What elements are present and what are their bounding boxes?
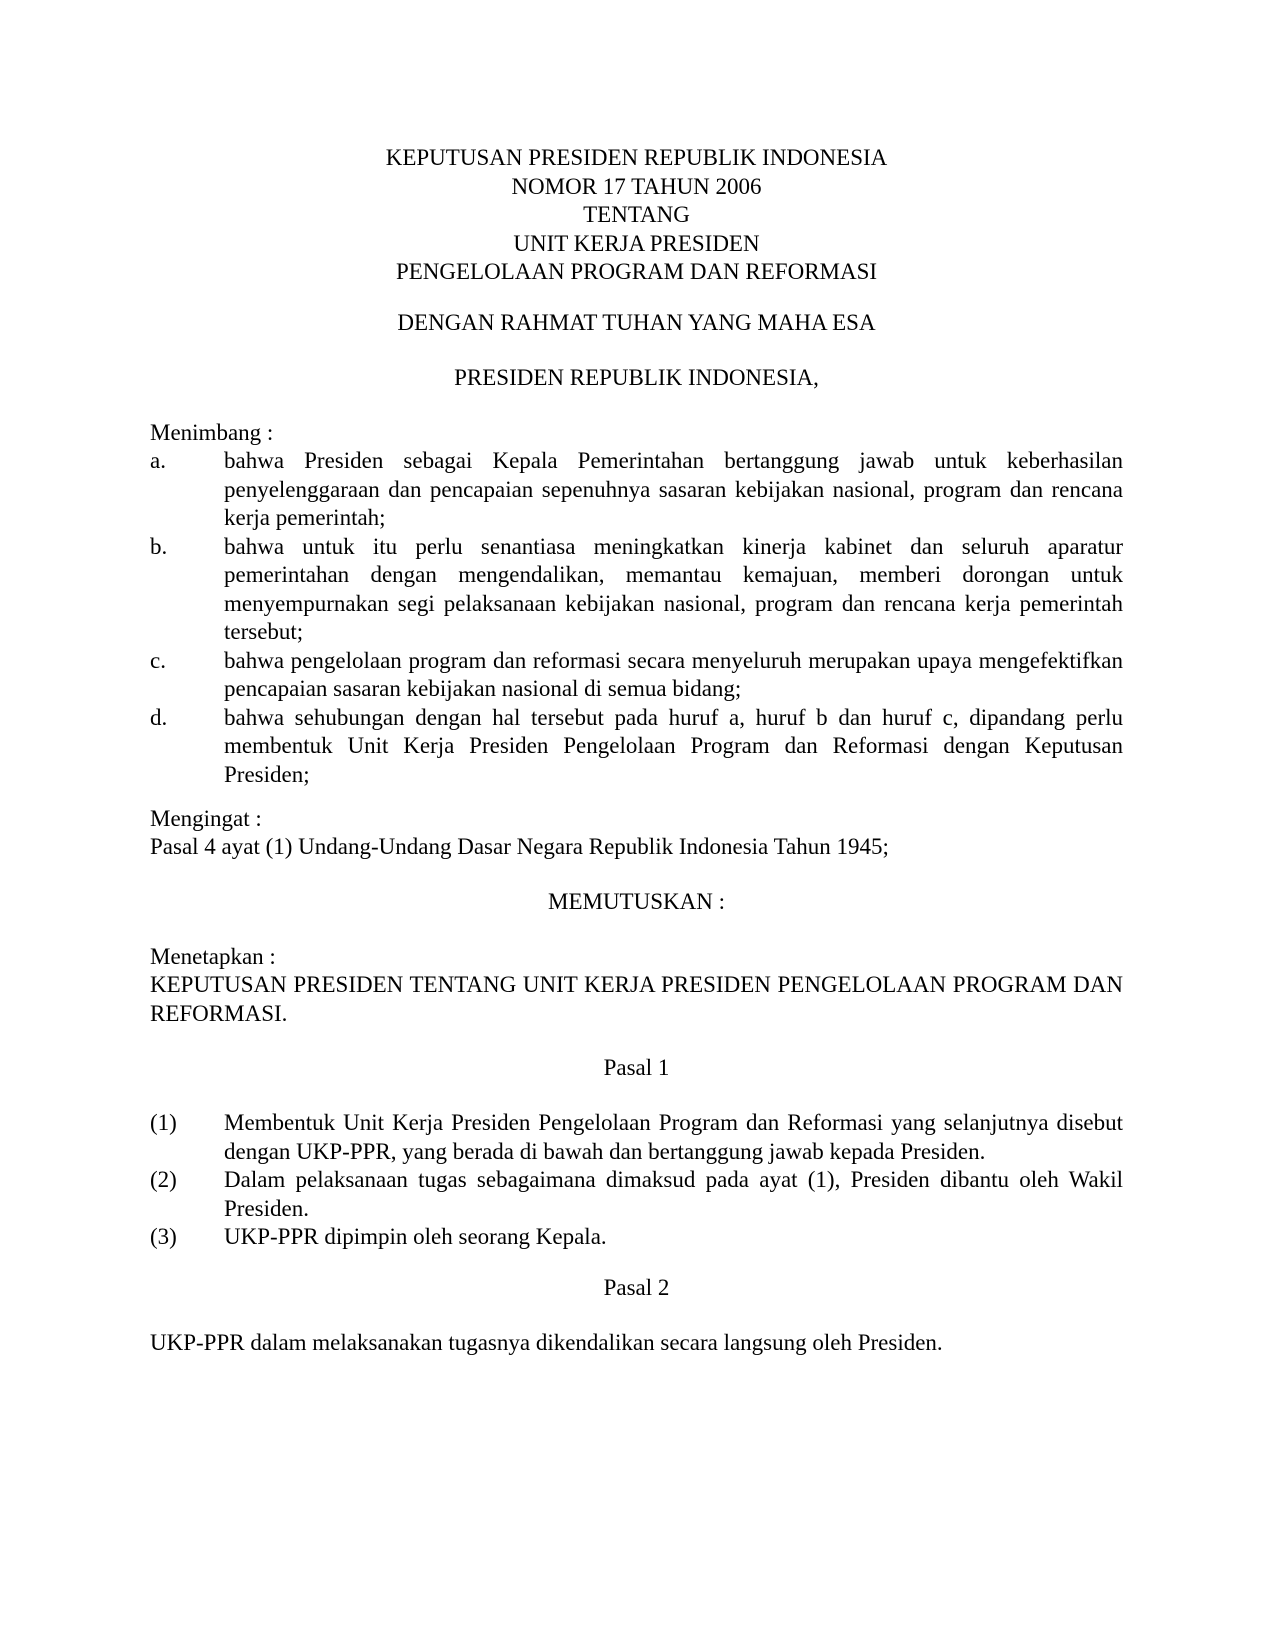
menimbang-label: Menimbang : <box>150 420 274 445</box>
list-text: Membentuk Unit Kerja Presiden Pengelolaan Program dan Reformasi yang selanjutnya disebut dengan UKP-PPR, yang berada di bawah dan bertanggung jawab kepada Presiden. <box>224 1110 1123 1164</box>
list-item <box>150 1223 1123 1252</box>
list-item <box>150 1109 1123 1166</box>
mengingat-label: Mengingat : <box>150 806 262 831</box>
invocation: DENGAN RAHMAT TUHAN YANG MAHA ESA <box>397 310 876 335</box>
list-item <box>150 533 1123 647</box>
list-text: UKP-PPR dipimpin oleh seorang Kepala. <box>224 1224 607 1249</box>
list-text: bahwa sehubungan dengan hal tersebut pada huruf a, huruf b dan huruf c, dipandang perlu membentuk Unit Kerja Presiden Pengelolaan Program dan Reformasi dengan Keputusan Presiden; <box>224 704 1123 787</box>
list-marker: d. <box>150 704 168 730</box>
authority: PRESIDEN REPUBLIK INDONESIA, <box>454 365 819 390</box>
title-line-1: KEPUTUSAN PRESIDEN REPUBLIK INDONESIA <box>385 145 888 170</box>
mengingat-text: Pasal 4 ayat (1) Undang-Undang Dasar Negara Republik Indonesia Tahun 1945; <box>150 834 889 859</box>
list-item <box>150 647 1123 704</box>
list-text: bahwa untuk itu perlu senantiasa meningkatkan kinerja kabinet dan seluruh aparatur pemerintahan dengan mengendalikan, memantau kemajuan, memberi dorongan untuk menyempurnakan segi pelaksanaan kebijakan nasional, program dan rencana kerja pemerintah tersebut; <box>224 533 1123 644</box>
list-item <box>150 704 1123 790</box>
pasal-1-heading: Pasal 1 <box>603 1055 670 1080</box>
list-marker: (3) <box>150 1224 177 1249</box>
list-text: bahwa Presiden sebagai Kepala Pemerintahan bertanggung jawab untuk keberhasilan penyelenggaraan dan pencapaian sepenuhnya sasaran kebijakan nasional, program dan rencana kerja pemerintah; <box>224 448 1123 530</box>
pasal-1-list <box>150 1109 1123 1252</box>
list-marker: (2) <box>150 1167 177 1192</box>
document-title <box>150 144 1123 287</box>
memutuskan-heading: MEMUTUSKAN : <box>548 889 725 914</box>
list-marker: (1) <box>150 1110 177 1135</box>
list-item <box>150 1166 1123 1223</box>
pasal-2-text: UKP-PPR dalam melaksanakan tugasnya dikendalikan secara langsung oleh Presiden. <box>150 1330 943 1355</box>
list-text: bahwa pengelolaan program dan reformasi secara menyeluruh merupakan upaya mengefektifkan pencapaian sasaran kebijakan nasional di semua bidang; <box>224 647 1123 701</box>
title-line-4: UNIT KERJA PRESIDEN <box>513 230 760 256</box>
list-text: Dalam pelaksanaan tugas sebagaimana dimaksud pada ayat (1), Presiden dibantu oleh Wakil Presiden. <box>224 1167 1123 1221</box>
menetapkan-text: KEPUTUSAN PRESIDEN TENTANG UNIT KERJA PRESIDEN PENGELOLAAN PROGRAM DAN REFORMASI. <box>150 972 1123 1026</box>
list-marker: c. <box>150 647 166 673</box>
title-line-3: TENTANG <box>583 202 690 227</box>
list-marker: a. <box>150 448 166 473</box>
list-marker: b. <box>150 533 168 559</box>
list-item <box>150 447 1123 533</box>
menimbang-list <box>150 447 1123 789</box>
title-line-5: PENGELOLAAN PROGRAM DAN REFORMASI <box>395 259 878 284</box>
title-line-2: NOMOR 17 TAHUN 2006 <box>511 173 762 199</box>
menetapkan-label: Menetapkan : <box>150 944 276 969</box>
pasal-2-heading: Pasal 2 <box>603 1275 670 1300</box>
